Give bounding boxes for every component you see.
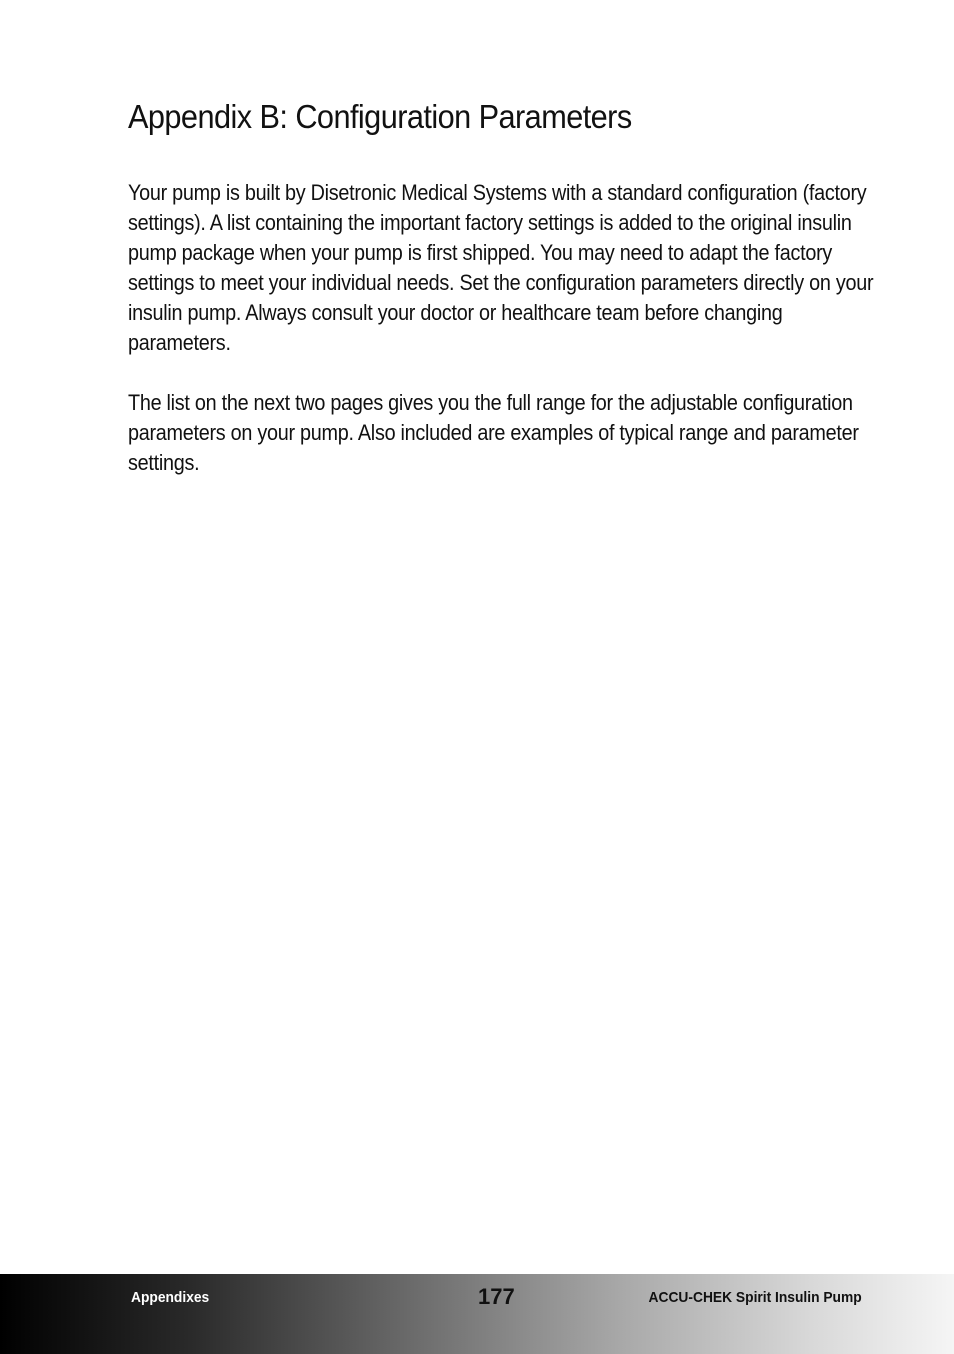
page-number: 177 [478,1284,515,1309]
intro-paragraph: Your pump is built by Disetronic Medical Systems with a standard configuration (factory settings). A list containing the important factory settings is added to the original insulin pump package when your pump is first shipped. You may need to adapt the factory settings to meet your individual needs. Set the configuration parameters directly on your insulin pump. Always consult your doctor or healthcare team before changing parameters. [128,180,874,355]
list-description-paragraph: The list on the next two pages gives you the full range for the adjustable configuration parameters on your pump. Also included are examples of typical range and parameter settings. [128,390,859,475]
footer-section-label: Appendixes [131,1289,210,1306]
body-text [128,178,888,508]
page-footer [0,1274,954,1354]
footer-product-name: ACCU-CHEK Spirit Insulin Pump [648,1289,862,1306]
page-title: Appendix B: Configuration Parameters [128,98,632,135]
